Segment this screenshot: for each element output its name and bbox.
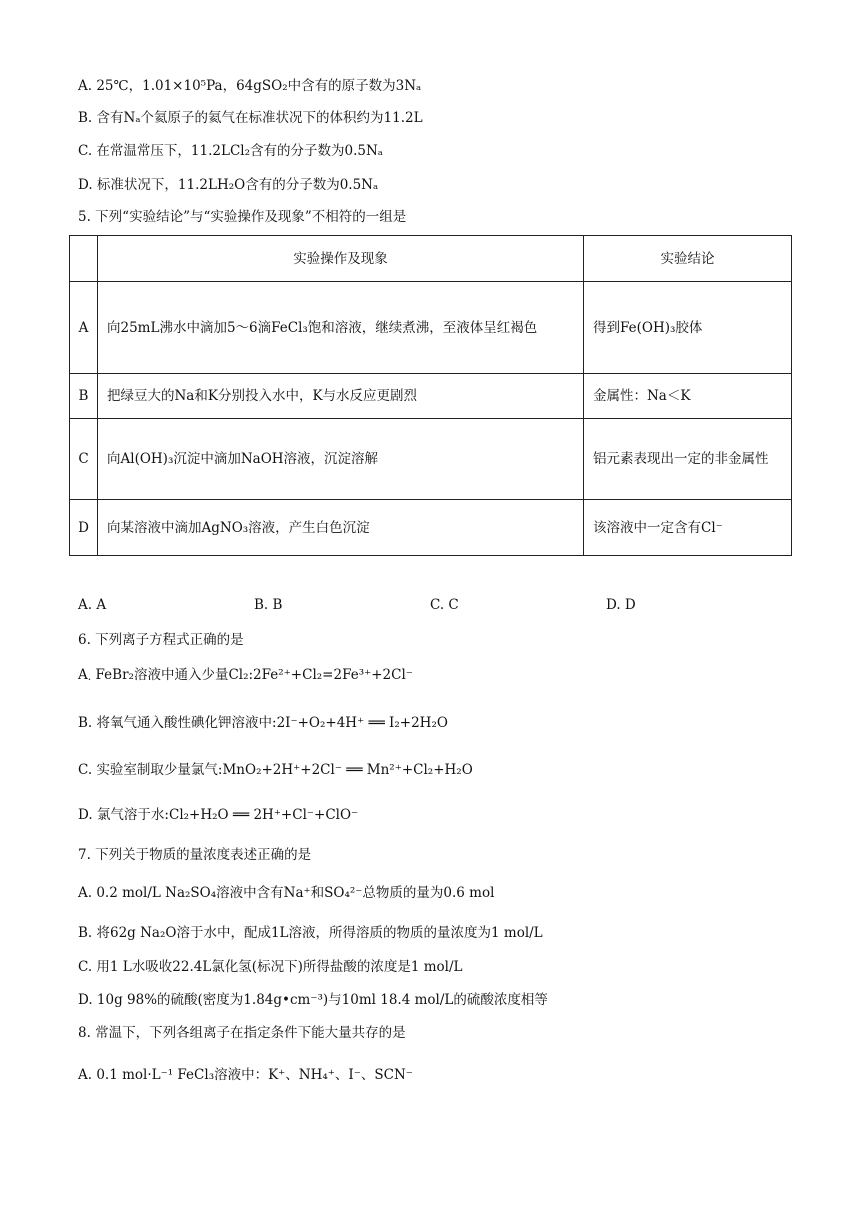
- q7-option-d: D. 10g 98%的硫酸(密度为1.84g•cm⁻³)与10ml 18.4 mol/L的硫酸浓度相等: [78, 992, 548, 1008]
- row-key: D: [70, 500, 98, 556]
- row-operation: 把绿豆大的Na和K分别投入水中，K与水反应更剧烈: [98, 374, 584, 419]
- row-conclusion: 得到Fe(OH)₃胶体: [584, 282, 792, 374]
- q8-option-a: A. 0.1 mol·L⁻¹ FeCl₃溶液中：K⁺、NH₄⁺、I⁻、SCN⁻: [78, 1067, 413, 1083]
- row-key: C: [70, 419, 98, 500]
- table-row: [70, 374, 792, 419]
- question-8-stem: 8. 常温下，下列各组离子在指定条件下能大量共存的是: [78, 1025, 406, 1041]
- q4-option-d: D. 标准状况下，11.2LH₂O含有的分子数为0.5Nₐ: [78, 177, 379, 193]
- row-operation: 向25mL沸水中滴加5～6滴FeCl₃饱和溶液，继续煮沸，至液体呈红褐色: [98, 282, 584, 374]
- q4-option-a: A. 25℃，1.01×10⁵Pa，64gSO₂中含有的原子数为3Nₐ: [78, 78, 422, 94]
- question-5-stem: 5. 下列“实验结论”与“实验操作及现象”不相符的一组是: [78, 209, 407, 225]
- q7-option-a: A. 0.2 mol/L Na₂SO₄溶液中含有Na⁺和SO₄²⁻总物质的量为0.6 mol: [78, 885, 495, 901]
- q5-option-b: B. B: [254, 597, 283, 613]
- q7-option-c: C. 用1 L水吸收22.4L氯化氢(标况下)所得盐酸的浓度是1 mol/L: [78, 959, 463, 975]
- q4-option-c: C. 在常温常压下，11.2LCl₂含有的分子数为0.5Nₐ: [78, 143, 384, 159]
- table-row: [70, 419, 792, 500]
- q4-option-b: B. 含有Nₐ个氦原子的氦气在标准状况下的体积约为11.2L: [78, 110, 423, 126]
- q6-option-c: C. 实验室制取少量氯气:MnO₂+2H⁺+2Cl⁻ ══ Mn²⁺+Cl₂+H₂O: [78, 762, 473, 778]
- q7-option-b: B. 将62g Na₂O溶于水中，配成1L溶液，所得溶质的物质的量浓度为1 mol/L: [78, 925, 543, 941]
- q5-option-c: C. C: [430, 597, 459, 613]
- table-header-conclusion: 实验结论: [584, 236, 792, 282]
- row-conclusion: 铝元素表现出一定的非金属性: [584, 419, 792, 500]
- experiment-table: [69, 235, 792, 556]
- table-header-operation: 实验操作及现象: [98, 236, 584, 282]
- q6-option-b: B. 将氧气通入酸性碘化钾溶液中:2I⁻+O₂+4H⁺ ══ I₂+2H₂O: [78, 715, 448, 731]
- row-key: A: [70, 282, 98, 374]
- table-header-key: [70, 236, 98, 282]
- q5-option-d: D. D: [606, 597, 636, 613]
- q5-option-a: A. A: [78, 597, 107, 613]
- q5-answer-options: [78, 597, 778, 617]
- table-row: [70, 282, 792, 374]
- marker-dot-icon: ·: [87, 673, 92, 686]
- table-header-row: [70, 236, 792, 282]
- q6-option-d: D. 氯气溶于水:Cl₂+H₂O ══ 2H⁺+Cl⁻+ClO⁻: [78, 807, 359, 823]
- table-row: [70, 500, 792, 556]
- q6-option-a: $A_\cdot$ FeBr₂溶液中通入少量Cl₂:2Fe²⁺+Cl₂=2Fe³⁺+2Cl⁻: [78, 667, 413, 686]
- row-conclusion: 该溶液中一定含有Cl⁻: [584, 500, 792, 556]
- question-7-stem: 7. 下列关于物质的量浓度表述正确的是: [78, 847, 312, 863]
- row-operation: 向Al(OH)₃沉淀中滴加NaOH溶液，沉淀溶解: [98, 419, 584, 500]
- row-conclusion: 金属性：Na＜K: [584, 374, 792, 419]
- question-6-stem: 6. 下列离子方程式正确的是: [78, 632, 244, 648]
- row-operation: 向某溶液中滴加AgNO₃溶液，产生白色沉淀: [98, 500, 584, 556]
- row-key: B: [70, 374, 98, 419]
